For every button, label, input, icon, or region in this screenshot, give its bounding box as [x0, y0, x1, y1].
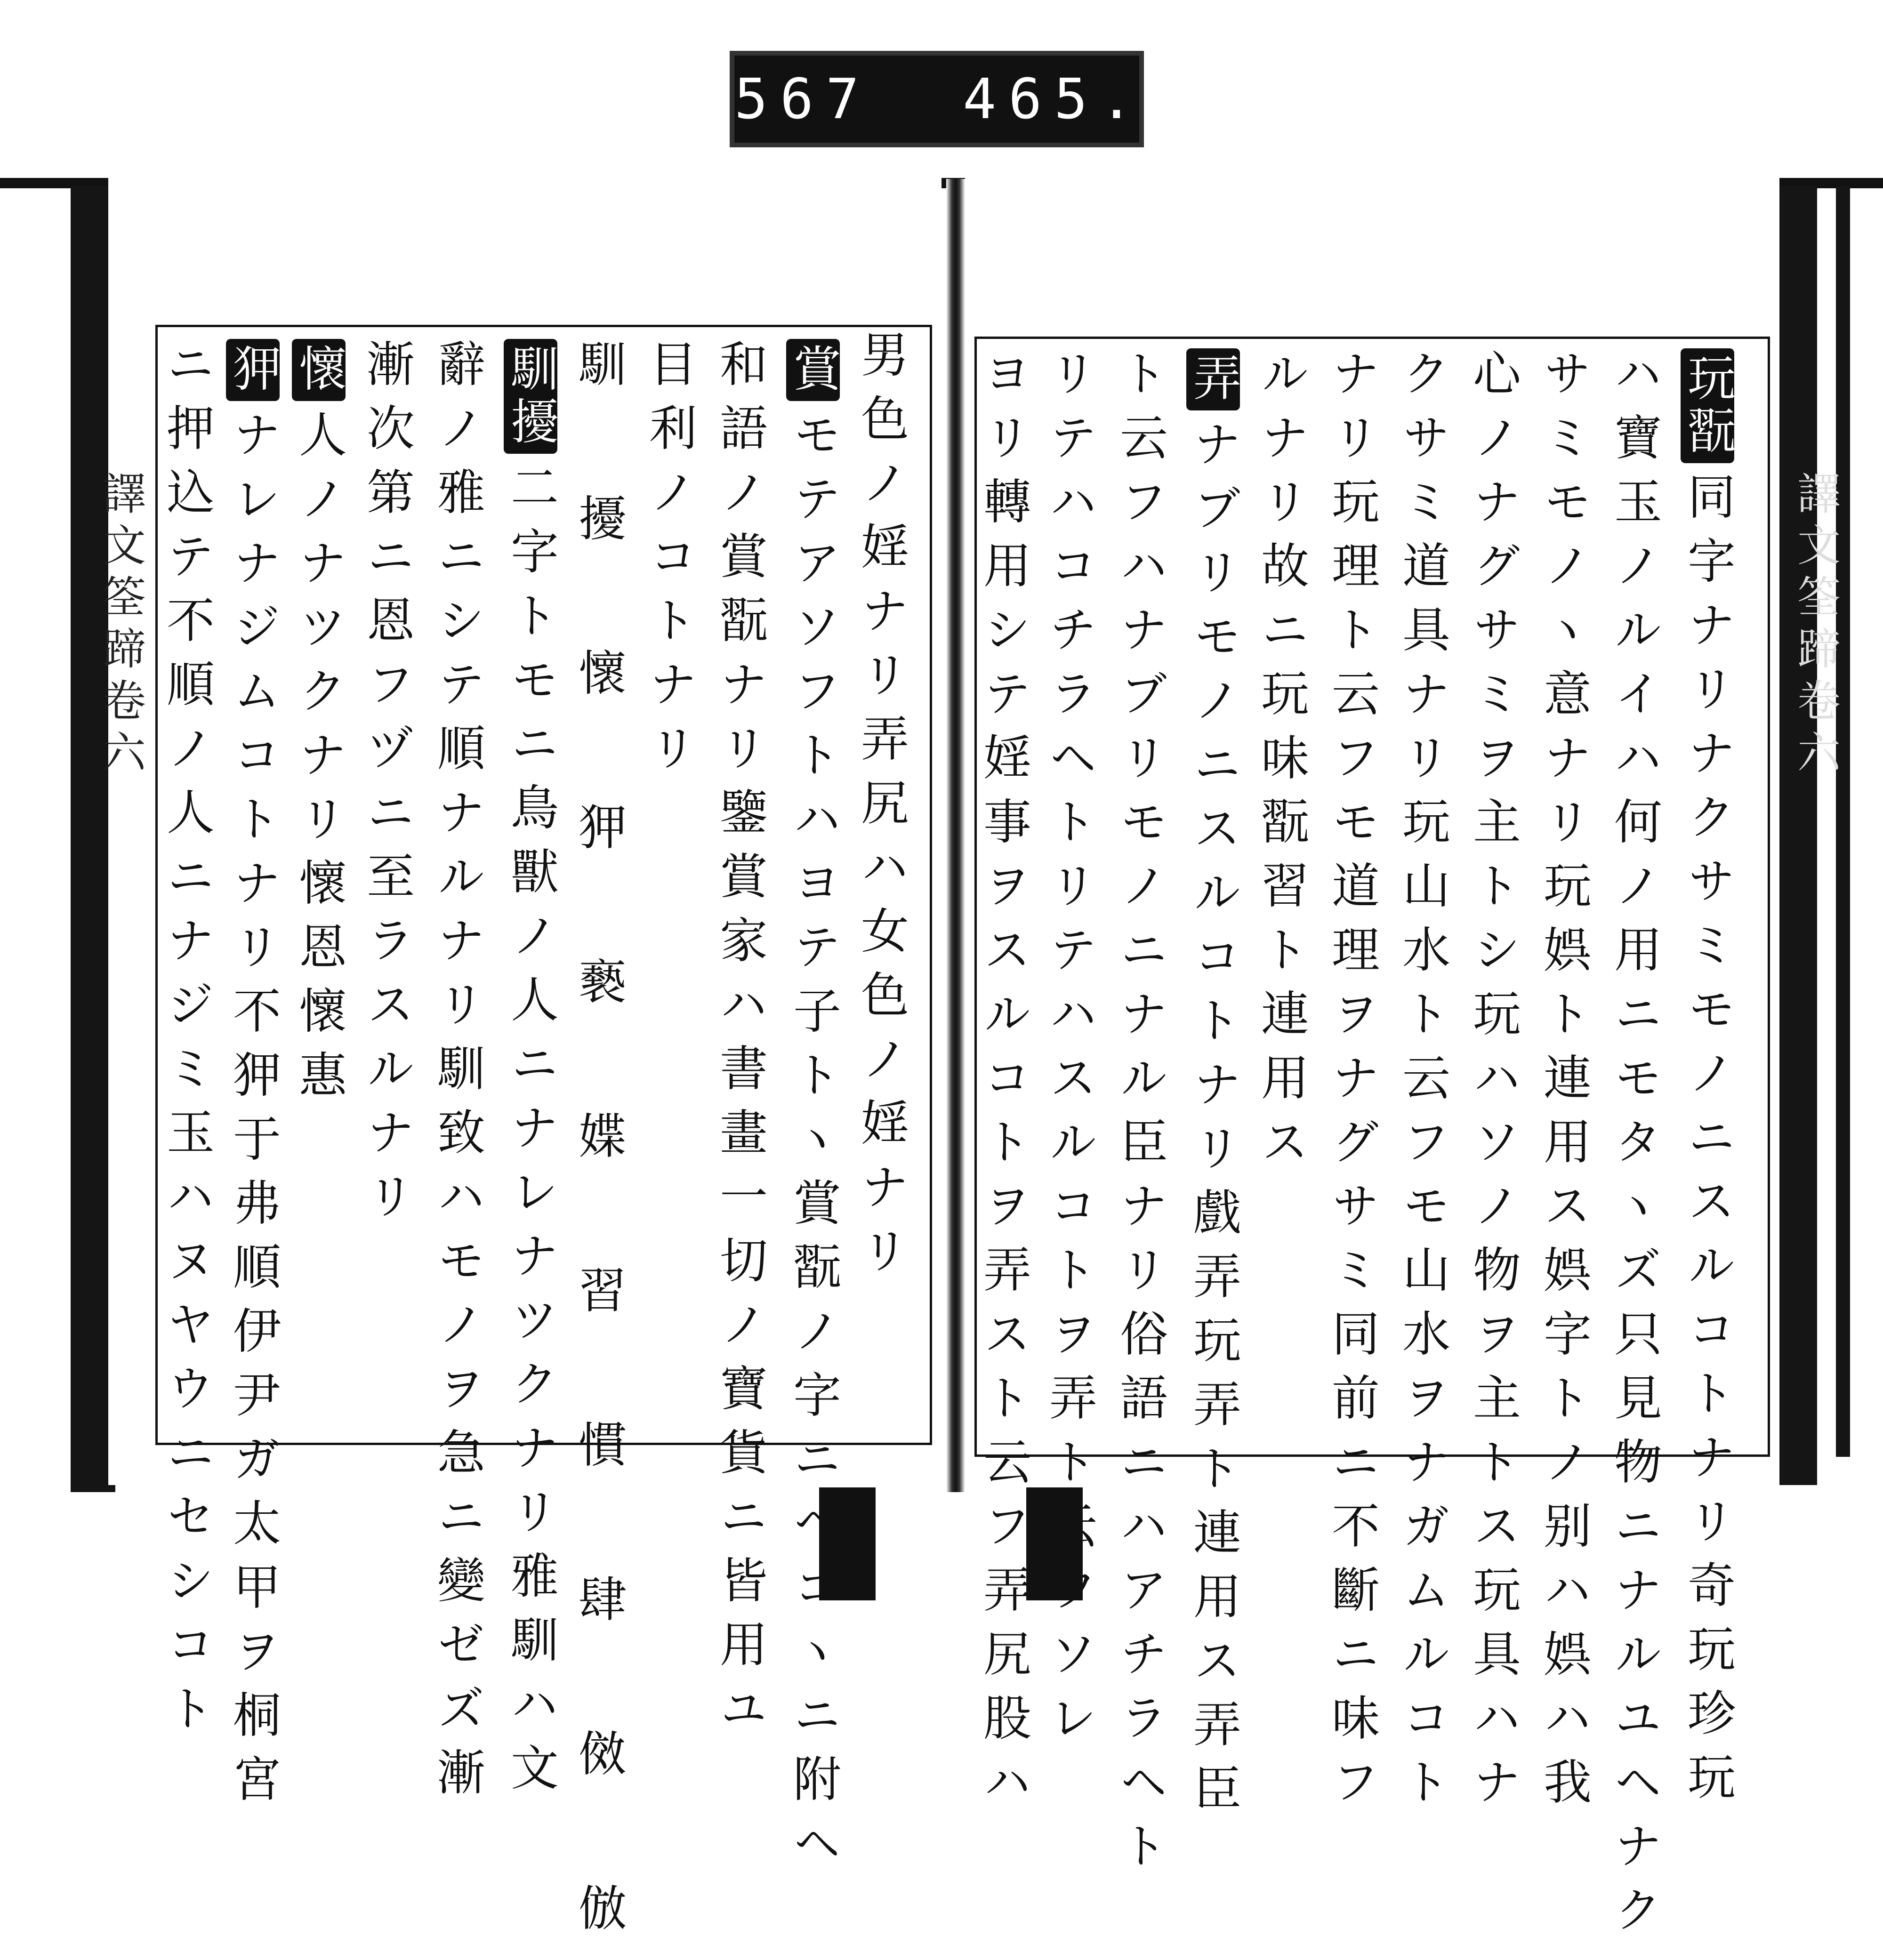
left-col-10	[226, 339, 280, 1818]
column-text: モテアソフトハヨテ子トヽ賞翫ノ字ニヘコヽニ附ヘ	[785, 410, 841, 1882]
column-text: クサミ道具ナリ玩山水ト云フモ山水ヲナガムルコト	[1394, 348, 1450, 1821]
column-text: ナブリモノニスルコトナリ戲弄玩弄ト連用ス弄臣	[1185, 419, 1241, 1827]
headword: 弄	[1186, 348, 1240, 410]
book-spine	[946, 179, 965, 1492]
right-col-5	[1394, 348, 1450, 1821]
column-text: 漸次第ニ恩フヅニ至ラスルナリ	[359, 339, 415, 1235]
left-col-8	[359, 339, 415, 1235]
headword: 玩翫	[1681, 348, 1734, 463]
left-col-9	[292, 339, 346, 1114]
right-col-3	[1536, 348, 1592, 1821]
right-col-7	[1253, 348, 1309, 1181]
column-text: ナレナジムコトナリ不狎于弗順伊尹ガ太甲ヲ桐宮	[225, 410, 281, 1818]
column-text: サミモノヽ意ナリ玩娯ト連用ス娯字トノ别ハ娯ハ我	[1536, 348, 1592, 1821]
column-text: ルナリ故ニ玩味翫習ト連用ス	[1253, 348, 1309, 1181]
column-text: ヨリ轉用シテ婬事ヲスルコトヲ弄スト云フ弄尻股ハ	[975, 348, 1031, 1821]
column-text: ナリ玩理ト云フモ道理ヲナグサミ同前ニ不斷ニ味フ	[1324, 348, 1380, 1821]
column-text: 二字トモニ鳥獸ノ人ニナレナツクナリ雅馴ハ文	[503, 462, 559, 1807]
column-text: ト云フハナブリモノニナル臣ナリ俗語ニハアチラヘト	[1112, 348, 1168, 1885]
left-col-3	[712, 339, 768, 1747]
right-col-10	[1041, 348, 1097, 1757]
right-col-4	[1465, 348, 1521, 1821]
archive-number-label	[734, 56, 1146, 143]
left-col-4	[641, 339, 697, 787]
column-text: ハ寶玉ノルイハ何ノ用ニモタヽズ只見物ニナルユヘナク	[1606, 348, 1662, 1949]
column-text: 同字ナリナクサミモノニスルコトナリ奇玩珍玩	[1680, 472, 1736, 1816]
left-col-6	[504, 339, 557, 1807]
right-col-2	[1606, 348, 1662, 1949]
headword: 狎	[226, 339, 280, 401]
column-text: 馴 擾 懷 狎 褻 媟 習 慣 肆 傚 倣	[571, 339, 627, 1960]
column-text: 心ノナグサミヲ主トシ玩ハソノ物ヲ主トス玩具ハナ	[1465, 348, 1521, 1821]
far-right-edge	[1836, 186, 1850, 1457]
column-text: リテハコチラヘトリテハスルコトヲ弄ト云フソレ	[1041, 348, 1097, 1757]
column-text: ニ押込テ不順ノ人ニナジミ玉ハヌヤウニセシコト	[159, 339, 215, 1747]
headword: 馴擾	[504, 339, 557, 454]
right-col-1	[1681, 348, 1734, 1816]
column-text: 和語ノ賞翫ナリ鑒賞家ハ書畫一切ノ寶貨ニ皆用ユ	[712, 339, 768, 1747]
column-text: 辭ノ雅ニシテ順ナルナリ馴致ハモノヲ急ニ變ゼズ漸	[429, 339, 485, 1811]
column-text: 人ノナツクナリ懷恩懷惠	[291, 410, 347, 1114]
right-col-9	[1112, 348, 1168, 1885]
headword: 賞	[786, 339, 840, 401]
left-margin-title: 譯文筌蹄卷六	[96, 471, 146, 781]
headword: 懷	[292, 339, 346, 401]
left-col-5	[571, 339, 627, 1960]
right-margin-title: 譯文筌蹄卷六	[1790, 471, 1841, 781]
right-col-11	[975, 348, 1031, 1821]
archive-number-text: 567 465.	[734, 66, 1146, 131]
left-col-7	[429, 339, 485, 1811]
column-text: 男色ノ婬ナリ弄尻ハ女色ノ婬ナリ	[853, 329, 909, 1290]
left-col-2	[786, 339, 840, 1882]
left-col-11	[159, 339, 215, 1747]
right-col-6	[1324, 348, 1380, 1821]
left-col-1	[853, 329, 909, 1290]
column-text: 目利ノコトナリ	[641, 339, 697, 787]
right-col-8	[1186, 348, 1240, 1827]
